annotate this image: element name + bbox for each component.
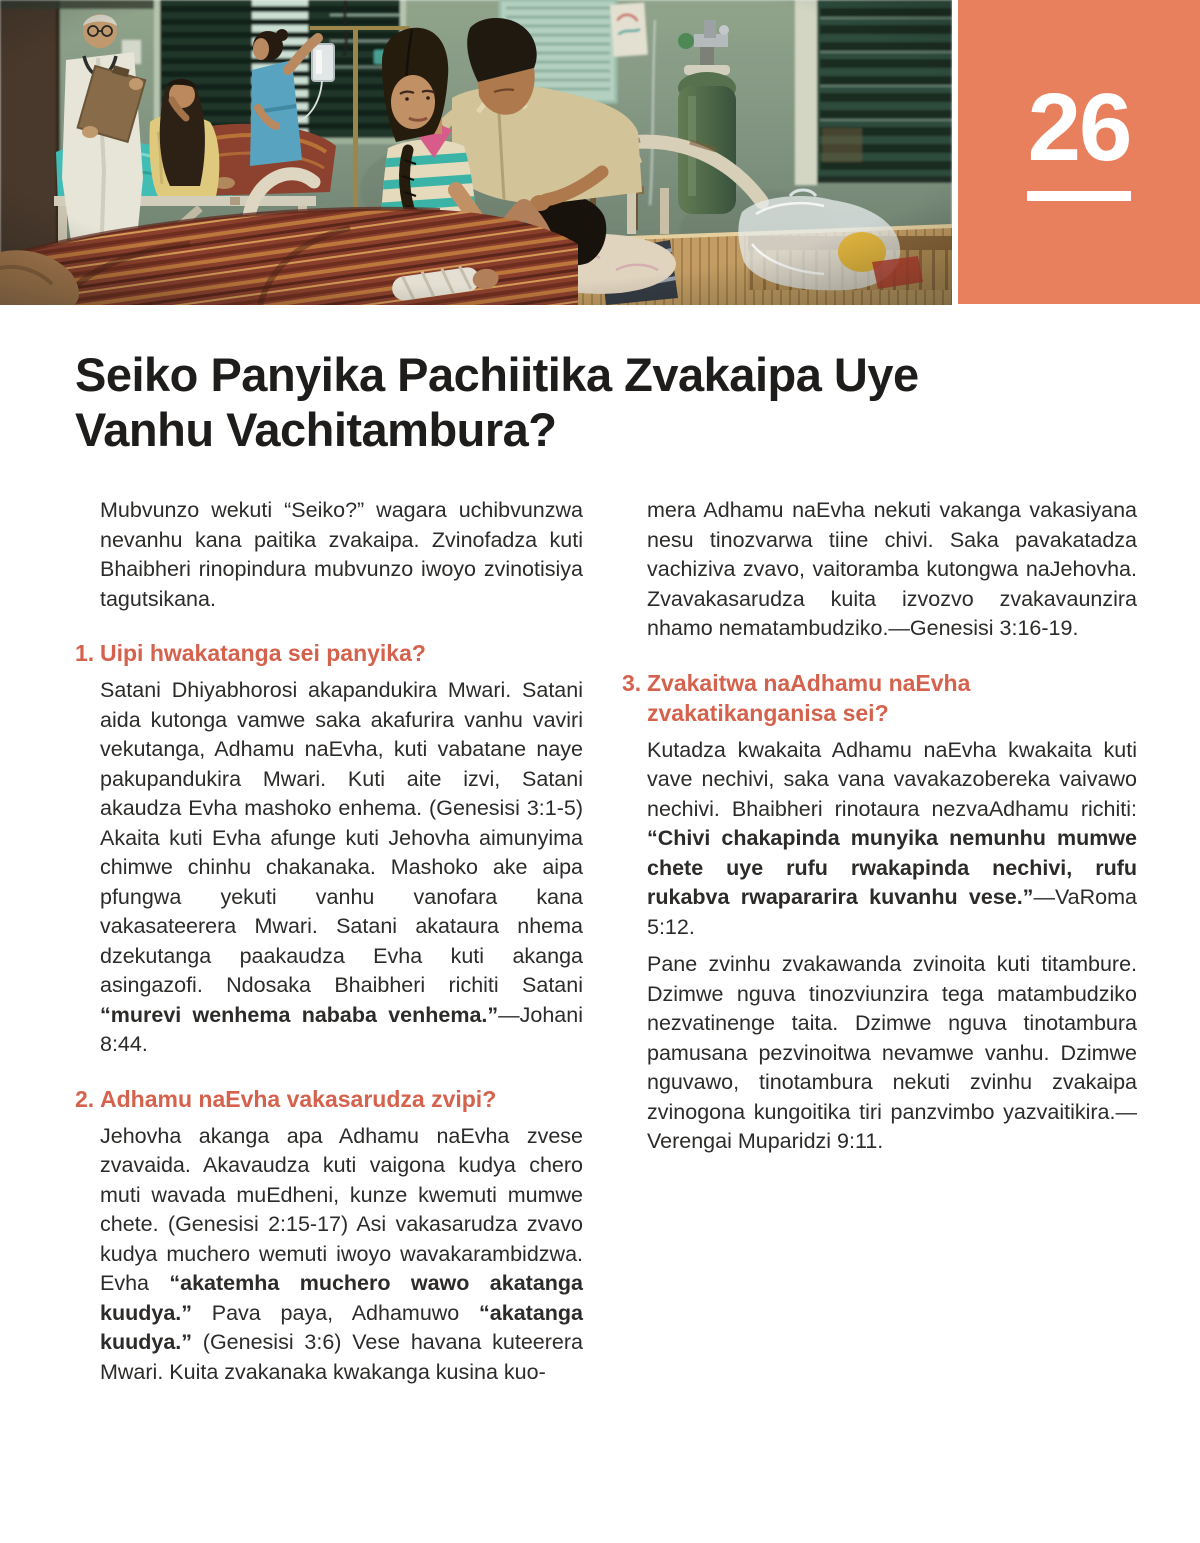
- question-2-heading: [75, 1084, 583, 1114]
- answer-1-text: Satani Dhiyabhorosi akapandukira Mwari. Satani aida kutonga vamwe saka akafurira vanhu vaviri vekutanga, Adhamu naEvha, kuti vabatane naye pakupandukira Mwari. Kuti aite izvi, Satani akaudza Evha mashoko enhema. (Genesisi 3:1-5) Akaita kuti Evha afunge kuti Jehovha aimunyima chimwe chinhu chakanaka. Mashoko ake aipa pfungwa yekuti vanhu vanofara kana vakasateerera Mwari. Satani akataura nhema dzekutanga paakaudza Evha kuti akanga asingazofi. Ndosaka Bhaibheri richiti Satani: [100, 678, 583, 997]
- answer-1-paragraph: [100, 676, 583, 1060]
- page-title-line-1: Seiko Panyika Pachiitika Zvakaipa Uye: [75, 348, 919, 401]
- answer-3-text-2: Pane zvinhu zvakawanda zvinoita kuti titambure. Dzimwe nguva tinozviunzira tega matambudziko nezvatinenge taita. Dzimwe nguva tinotambura pamusana pezvinoitwa nevamwe vanhu. Dzimwe nguvawo, tinotambura nekuti zvinhu zvakaipa zvinogona kungoitika tiri panzvimbo yazvaitikira.—Verengai Muparidzi 9:11.: [647, 952, 1137, 1153]
- question-2-text: Adhamu naEvha vakasarudza zvipi?: [100, 1085, 497, 1112]
- article-body: [75, 496, 1137, 1387]
- question-2-number: 2.: [75, 1085, 95, 1112]
- answer-3-text-1: Kutadza kwakaita Adhamu naEvha kwakaita kuti vave nechivi, saka vana vavakazobereka vaivawo nechivi. Bhaibheri rinotaura nezvaAdhamu richiti:: [647, 737, 1137, 821]
- page-title: [75, 347, 1075, 457]
- hero-photo: [0, 0, 952, 305]
- question-1-number: 1.: [75, 640, 95, 666]
- question-3-heading: [622, 668, 1137, 728]
- answer-2-text-2: Pava paya, Adhamuwo: [192, 1300, 480, 1325]
- page-title-line-2: Vanhu Vachitambura?: [75, 403, 557, 456]
- intro-paragraph: [100, 496, 583, 614]
- question-1-heading: [75, 638, 583, 668]
- answer-2-scripture-quote-2: “akatanga kuudya.”: [100, 1300, 583, 1354]
- answer-2-scripture-quote-1: “akatemha muchero wawo akatanga kuudya.”: [100, 1271, 583, 1325]
- answer-2-text-3: (Genesisi 3:6) Vese havana kuteerera Mwari. Kuita zvakanaka kwakanga kusina kuo-: [100, 1330, 583, 1384]
- answer-2-text-1: Jehovha akanga apa Adhamu naEvha zvese zvavaida. Akavaudza kuti vaigona kudya chero muti wavada muEdheni, kunze kwemuti mumwe chete. (Genesisi 2:15-17) Asi vakasarudza zvavo kudya muchero wemuti iwoyo wavakarambidzwa. Evha: [100, 1123, 583, 1295]
- lesson-number-badge: [958, 0, 1200, 304]
- lesson-number-underline: [1027, 191, 1131, 201]
- answer-3-scripture-quote: “Chivi chakapinda munyika nemunhu mumwe chete uye rufu rwakapinda nechivi, rufu rukabva rwapararira kuvanhu vese.”: [647, 826, 1137, 909]
- question-3-number: 3.: [622, 669, 642, 696]
- lesson-number: 26: [1027, 74, 1131, 181]
- hero-photo-illustration: [0, 0, 952, 305]
- answer-2-continued-paragraph: [647, 496, 1137, 644]
- question-3-text: Zvakaitwa naAdhamu naEvha zvakatikanganisa sei?: [647, 669, 971, 726]
- answer-2-continued-text: mera Adhamu naEvha nekuti vakanga vakasiyana nesu tinozvarwa tiine chivi. Saka pavakatadza vachiziva zvavo, vaitoramba kutongwa naJehovha. Zvavakasarudza kuita izvozvo zvakavaunzira nhamo nematambudziko.—Genesisi 3:16-19.: [647, 498, 1137, 640]
- intro-text: Mubvunzo wekuti “Seiko?” wagara uchibvunzwa nevanhu kana paitika zvakaipa. Zvinofadza kuti Bhaibheri rinopindura mubvunzo iwoyo zvinotisiya tagutsikana.: [100, 498, 583, 611]
- answer-2-paragraph: [100, 1122, 583, 1388]
- answer-3-paragraph-2: [647, 950, 1137, 1157]
- left-column: [75, 496, 583, 1387]
- answer-1-scripture-quote: “murevi wenhema nababa venhema.”: [100, 1002, 499, 1027]
- answer-3-paragraph-1: [647, 736, 1137, 943]
- right-column: [622, 496, 1137, 1387]
- answer-3-citation: —VaRoma 5:12.: [647, 885, 1137, 939]
- answer-1-citation: —Johani 8:44.: [100, 1002, 583, 1056]
- question-1-text: Uipi hwakatanga sei panyika?: [100, 640, 426, 666]
